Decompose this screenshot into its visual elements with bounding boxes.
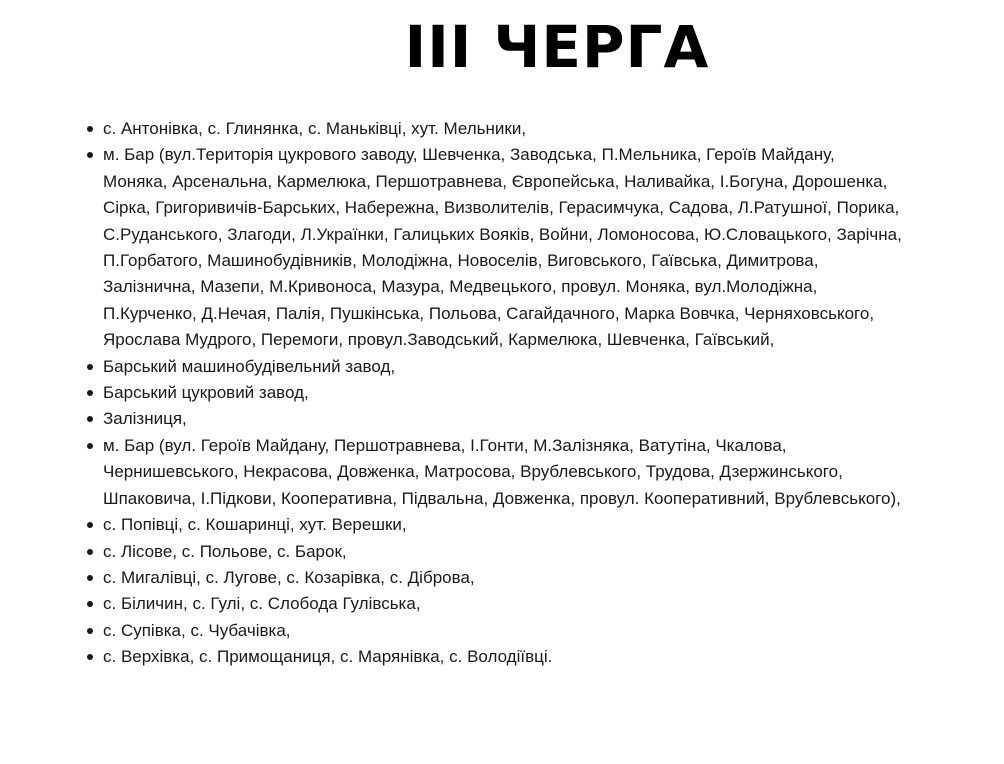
list-item bbox=[103, 565, 903, 591]
list-item-text: м. Бар (вул. Героїв Майдану, Першотравнева, І.Гонти, М.Залізняка, Ватутіна, Чкалова, Чернишевського, Некрасова, Довженка, Матросова, Врублевського, Трудова, Дзержинського, Шпаковича, І.Підкови, Кооперативна, Підвальна, Довженка, провул. Кооперативний, Врублевського), bbox=[103, 435, 901, 508]
list-item bbox=[103, 406, 903, 432]
list-item bbox=[103, 433, 903, 512]
bullet-icon bbox=[87, 126, 93, 132]
list-item bbox=[103, 512, 903, 538]
list-item bbox=[103, 539, 903, 565]
list-item-text: м. Бар (вул.Територія цукрового заводу, Шевченка, Заводська, П.Мельника, Героїв Майдану, Моняка, Арсенальна, Кармелюка, Першотравнева, Європейська, Наливайка, І.Богуна, Дорошенка, Сірка, Григоривичів-Барських, Набережна, Визволителів, Герасимчука, Садова, Л.Ратушної, Порика, С.Руданського, Злагоди, Л.Українки, Галицьких Вояків, Войни, Ломоносова, Ю.Словацького, Зарічна, П.Горбатого, Машинобудівників, Молодіжна, Новоселів, Виговського, Гаївська, Димитрова, Залізнична, Мазепи, М.Кривоноса, Мазура, Медвецького, провул. Моняка, вул.Молодіжна, П.Курченко, Д.Нечая, Палія, Пушкінська, Польова, Сагайдачного, Марка Вовчка, Черняховського, Ярослава Мудрого, Перемоги, провул.Заводський, Кармелюка, Шевченка, Гаївський, bbox=[103, 145, 902, 350]
bullet-icon bbox=[87, 416, 93, 422]
list-item-text: Барський цукровий завод, bbox=[103, 383, 309, 403]
list-item-text: Барський машинобудівельний завод, bbox=[103, 356, 396, 376]
list-item bbox=[103, 618, 903, 644]
bullet-icon bbox=[87, 549, 93, 555]
list-item-text: с. Супівка, с. Чубачівка, bbox=[103, 620, 291, 640]
list-item-text: с. Лісове, с. Польове, с. Барок, bbox=[103, 541, 347, 561]
bullet-icon bbox=[87, 575, 93, 581]
list-item-text: с. Мигалівці, с. Лугове, с. Козарівка, с. Діброва, bbox=[103, 567, 475, 587]
bullet-icon bbox=[87, 628, 93, 634]
list-item-text: с. Верхівка, с. Примощаниця, с. Марянівка, с. Володіївці. bbox=[103, 647, 553, 667]
list-item bbox=[103, 644, 903, 670]
bullet-icon bbox=[87, 654, 93, 660]
page-title: ІІІ ЧЕРГА bbox=[404, 13, 710, 81]
list-item-text: с. Попівці, с. Кошаринці, хут. Верешки, bbox=[103, 515, 407, 535]
list-item-text: с. Біличин, с. Гулі, с. Слобода Гулівська, bbox=[103, 594, 421, 614]
bullet-icon bbox=[87, 152, 93, 158]
list-item bbox=[103, 142, 903, 353]
list-item bbox=[103, 354, 903, 380]
bullet-icon bbox=[87, 522, 93, 528]
bullet-icon bbox=[87, 364, 93, 370]
list-item-text: с. Антонівка, с. Глинянка, с. Маньківці, хут. Мельники, bbox=[103, 119, 527, 138]
list-item bbox=[103, 116, 903, 142]
bullet-icon bbox=[87, 390, 93, 396]
list-item-text: Залізниця, bbox=[103, 409, 187, 429]
locations-list bbox=[103, 116, 903, 671]
list-item bbox=[103, 591, 903, 617]
bullet-icon bbox=[87, 443, 93, 449]
bullet-icon bbox=[87, 601, 93, 607]
list-item bbox=[103, 380, 903, 406]
